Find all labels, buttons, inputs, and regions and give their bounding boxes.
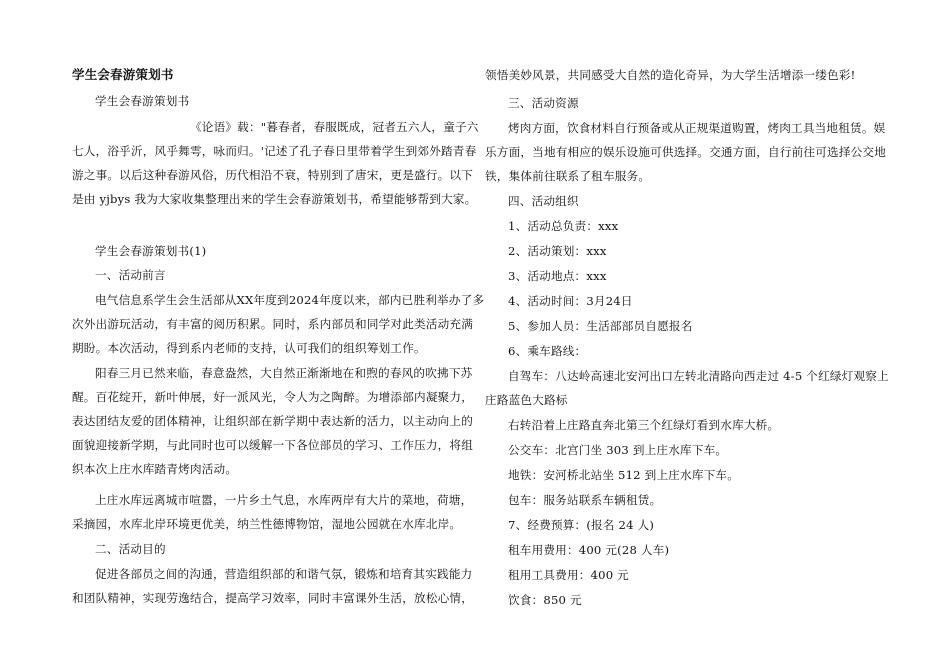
budget-heading: 7、经费预算：(报名 24 人) bbox=[508, 518, 655, 532]
paragraph-line: 上庄水库远离城市喧嚣，一片乡土气息，水库两岸有大片的菜地，荷塘， bbox=[95, 493, 473, 507]
paragraph-line: 醒。百花绽开，新叶伸展，好一派风光，令人为之陶醉。为增添部内凝聚力， bbox=[72, 390, 473, 404]
budget-item: 租车用费用：400 元(28 人车) bbox=[508, 543, 670, 557]
intro-line: 游之事。以后这种春游风俗，历代相沿不衰，特别到了唐宋，更是盛行。以下 bbox=[72, 168, 473, 182]
list-item: 2、活动策划：xxx bbox=[508, 244, 607, 258]
paragraph-line: 和团队精神，实现劳逸结合，提高学习效率，同时丰富课外生活，放松心情， bbox=[72, 591, 473, 605]
heading-resources: 三、活动资源 bbox=[508, 96, 579, 110]
paragraph-line: 采摘园，水库北岸环境更优美，纳兰性德博物馆，湿地公园就在水库北岸。 bbox=[72, 517, 462, 531]
paragraph-line: 乐方面，当地有相应的娱乐设施可供选择。交通方面，自行前往可选择公交地 bbox=[485, 145, 886, 159]
bus-route: 公交车：北宫门坐 303 到上庄水库下车。 bbox=[508, 443, 728, 457]
budget-item: 租用工具费用：400 元 bbox=[508, 568, 629, 582]
route-line: 庄路蓝色大路标 bbox=[485, 393, 568, 407]
heading-preface: 一、活动前言 bbox=[95, 268, 166, 282]
intro-line: 是由 yjbys 我为大家收集整理出来的学生会春游策划书，希望能够帮到大家。 bbox=[72, 192, 477, 206]
paragraph-line: 期盼。本次活动，得到系内老师的支持，认可我们的组织筹划工作。 bbox=[72, 341, 426, 355]
paragraph-line: 次外出游玩活动，有丰富的阅历积累。同时，系内部员和同学对此类活动充满 bbox=[72, 317, 473, 331]
paragraph-line: 促进各部员之间的沟通，营造组织部的和谐气氛，锻炼和培育其实践能力 bbox=[95, 567, 473, 581]
list-item: 3、活动地点：xxx bbox=[508, 269, 607, 283]
paragraph-line: 烤肉方面，饮食材料自行预备或从正规渠道购置，烤肉工具当地租赁。娱 bbox=[508, 121, 886, 135]
paragraph-line: 织本次上庄水库踏青烤肉活动。 bbox=[72, 462, 238, 476]
list-item: 6、乘车路线： bbox=[508, 344, 587, 358]
list-item: 5、参加人员：生活部部员自愿报名 bbox=[508, 319, 693, 333]
charter-route: 包车：服务站联系车辆租赁。 bbox=[508, 493, 662, 507]
subtitle: 学生会春游策划书 bbox=[95, 94, 190, 108]
list-item: 4、活动时间：3月24日 bbox=[508, 294, 633, 308]
paragraph-line: 阳春三月已然来临，春意盎然，大自然正渐渐地在和煦的春风的吹拂下苏 bbox=[95, 366, 473, 380]
section-title: 学生会春游策划书(1) bbox=[95, 244, 207, 258]
intro-line: 七人，浴乎沂，风乎舞雩，咏而归。'记述了孔子春日里带着学生到郊外踏青春 bbox=[72, 144, 477, 158]
heading-purpose: 二、活动目的 bbox=[95, 542, 166, 556]
route-line: 自驾车：八达岭高速北安河出口左转北清路向西走过 4-5 个红绿灯观察上 bbox=[508, 369, 889, 383]
route-line: 右转沿着上庄路直奔北第三个红绿灯看到水库大桥。 bbox=[508, 418, 780, 432]
budget-item: 饮食：850 元 bbox=[508, 593, 582, 607]
heading-organization: 四、活动组织 bbox=[508, 194, 579, 208]
document-title: 学生会春游策划书 bbox=[72, 67, 174, 82]
paragraph-line: 电气信息系学生会生活部从XX年度到2024年度以来，部内已胜利举办了多 bbox=[95, 293, 485, 307]
paragraph-line: 表达团结友爱的团体精神，让组织部在新学期中表达新的活力，以主动向上的 bbox=[72, 414, 473, 428]
subway-route: 地铁：安河桥北站坐 512 到上庄水库下车。 bbox=[508, 468, 739, 482]
list-item: 1、活动总负责：xxx bbox=[508, 219, 619, 233]
paragraph-line: 面貌迎接新学期，与此同时也可以缓解一下各位部员的学习、工作压力，将组 bbox=[72, 438, 473, 452]
intro-line: 《论语》载："暮春者，春服既成，冠者五六人，童子六 bbox=[190, 120, 479, 134]
paragraph-line: 铁，集体前往联系了租车服务。 bbox=[485, 169, 651, 183]
paragraph-line: 领悟美妙风景，共同感受大自然的造化奇异，为大学生活增添一缕色彩! bbox=[485, 68, 856, 82]
